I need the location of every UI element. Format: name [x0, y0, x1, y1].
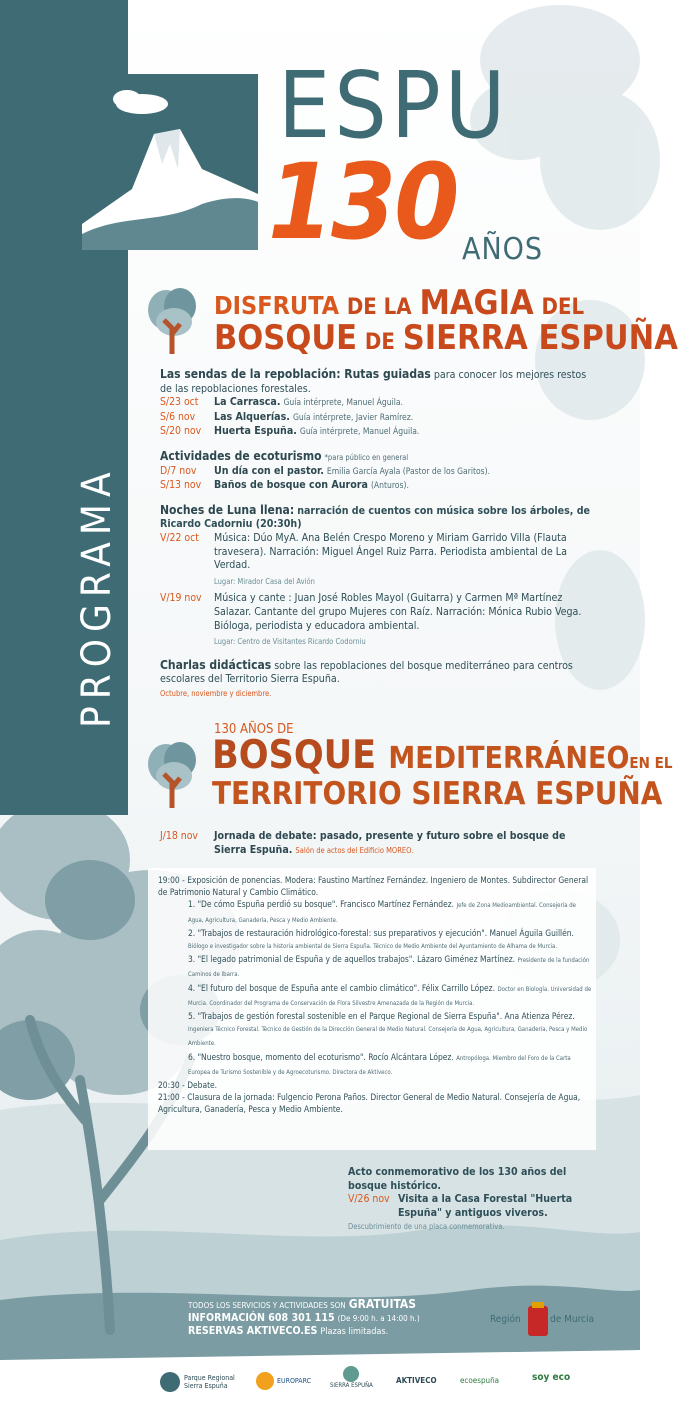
- tree-icon: [144, 738, 200, 808]
- luna-block: Noches de Luna llena: narración de cuentos con música sobre los árboles, de Ricardo Cadorniu (20:30h) V/22 oct Música: Dúo MyA. Ana Belén Crespo Moreno y Miriam Garrido Villa (Flauta travesera). Narración: Miguel Ángel Ruiz Parra. Periodista ambiental de La Verdad. Lugar: Mirador Casa del Avión V/19 nov Música y cante : Juan José Robles Mayol (Guitarra) y Carmen Mª Martínez Salazar. Cantante del grupo Mujeres con Raíz. Narración: Mónica Rubio Vega. Bióloga, periodista y educadora ambiental. Lugar: Centro de Visitantes Ricardo Codorniu: [160, 502, 591, 647]
- tree-icon: [144, 284, 200, 354]
- charlas-block: Charlas didácticas sobre las repoblaciones del bosque mediterráneo para centros escolares del Territorio Sierra Espuña. Octubre, noviembre y diciembre.: [160, 657, 573, 698]
- mountain-logo: [82, 74, 258, 250]
- program-item: 3. "El legado patrimonial de Espuña y de aquellos trabajos". Lázaro Giménez Martínez. Presidente de la fundación Caminos de Ibarra.: [188, 954, 590, 979]
- program-item: 6. "Nuestro bosque, momento del ecoturismo". Rocío Alcántara López. Antropóloga. Miembro del Foro de la Carta Europea de Turismo Sostenible y de Agroecoturismo. Directora de Aktiveco.: [188, 1051, 571, 1076]
- vertical-programa: PROGRAMA: [74, 465, 120, 728]
- program-list: [158, 874, 592, 1116]
- sponsor-icon: [160, 1372, 180, 1392]
- title-espu: ESPU: [278, 52, 510, 159]
- sponsor-logos: Parque Regional Sierra Espuña EUROPARC SIERRA ESPUÑA AKTIVECO ecoespuña soy eco: [160, 1366, 600, 1402]
- section1-content: [160, 368, 592, 710]
- program-item: 4. "El futuro del bosque de Espuña ante el cambio climático". Félix Carrillo López. Doctor en Biología. Universidad de Murcia. Coordinador del Programa de Conservación de Flora Silvestre Amenazada de la Región de Murcia.: [188, 982, 592, 1007]
- program-item: 20:30 - Debate.: [158, 1080, 218, 1091]
- program-item: 5. "Trabajos de gestión forestal sostenible en el Parque Regional de Sierra Espuña". Ana Atienza Pérez. Ingeniera Técnico Forestal. Técnico de Gestión de la Dirección General de Medio Natural. Consejería de Agua, Agricultura, Ganadería, Pesca y Medio Ambiente.: [188, 1011, 588, 1048]
- program-item: 2. "Trabajos de restauración hidrológico-forestal: sus preparativos y ejecución". Manuel Águila Guillén. Biólogo e investigador sobre la historia ambiental de Sierra Espuña. Técnico de Medio Ambiente del Ayuntamiento de Alhama de Murcia.: [188, 927, 574, 951]
- title-anos: AÑOS: [462, 232, 544, 267]
- jornada-block: J/18 nov Jornada de debate: pasado, presente y futuro sobre el bosque de Sierra Espuña. Salón de actos del Edificio MOREO.: [160, 830, 566, 856]
- rutas-block: Las sendas de la repoblación: Rutas guiadas para conocer los mejores restos de las repoblaciones forestales. S/23 oct La Carrasca. Guía intérprete, Manuel Águila. S/6 nov Las Alquerías. Guía intérprete, Javier Ramírez. S/20 nov Huerta Espuña. Guía intérprete, Manuel Águila.: [160, 367, 587, 438]
- title-130: 130: [268, 141, 458, 263]
- sponsor-icon: [256, 1372, 274, 1390]
- acto-block: Acto conmemorativo de los 130 años del bosque histórico. V/26 nov Visita a la Casa Forestal "Huerta Espuña" y antiguos viveros. Descubrimiento de una placa conmemorativa.: [348, 1166, 573, 1232]
- program-item: 19:00 - Exposición de ponencias. Modera: Faustino Martínez Fernández. Ingeniero de Montes. Subdirector General de Patrimonio Natural y Cambio Climático.: [158, 875, 589, 898]
- program-item: 1. "De cómo Espuña perdió su bosque". Francisco Martínez Fernández. Jefe de Zona Medioambiental. Consejería de Agua, Agricultura, Ganadería, Pesca y Medio Ambiente.: [188, 899, 576, 924]
- section2-heading: BOSQUE MEDITERRÁNEOEN EL: [212, 733, 673, 778]
- sponsor-icon: [343, 1366, 359, 1382]
- eco-block: Actividades de ecoturismo *para público en general D/7 nov Un día con el pastor. Emilia García Ayala (Pastor de los Garitos). S/13 nov Baños de bosque con Aurora (Anturos).: [160, 448, 491, 492]
- region-murcia-logo: Región de Murcia: [488, 1300, 600, 1344]
- footer-info: TODOS LOS SERVICIOS Y ACTIVIDADES SON GRATUITAS INFORMACIÓN 608 301 115 (De 9:00 h. a 14:00 h.) RESERVAS AKTIVECO.ES Plazas limitadas.: [188, 1297, 420, 1337]
- section2-pre: 130 AÑOS DE: [214, 722, 294, 737]
- section2-territorio: TERRITORIO SIERRA ESPUÑA: [212, 776, 663, 812]
- section1-heading: DISFRUTA DE LA MAGIA DEL BOSQUE DE SIERRA ESPUÑA: [214, 283, 678, 358]
- program-item: 21:00 - Clausura de la jornada: Fulgencio Perona Paños. Director General de Medio Natural. Consejería de Agua, Agricultura, Ganadería, Pesca y Medio Ambiente.: [158, 1092, 581, 1115]
